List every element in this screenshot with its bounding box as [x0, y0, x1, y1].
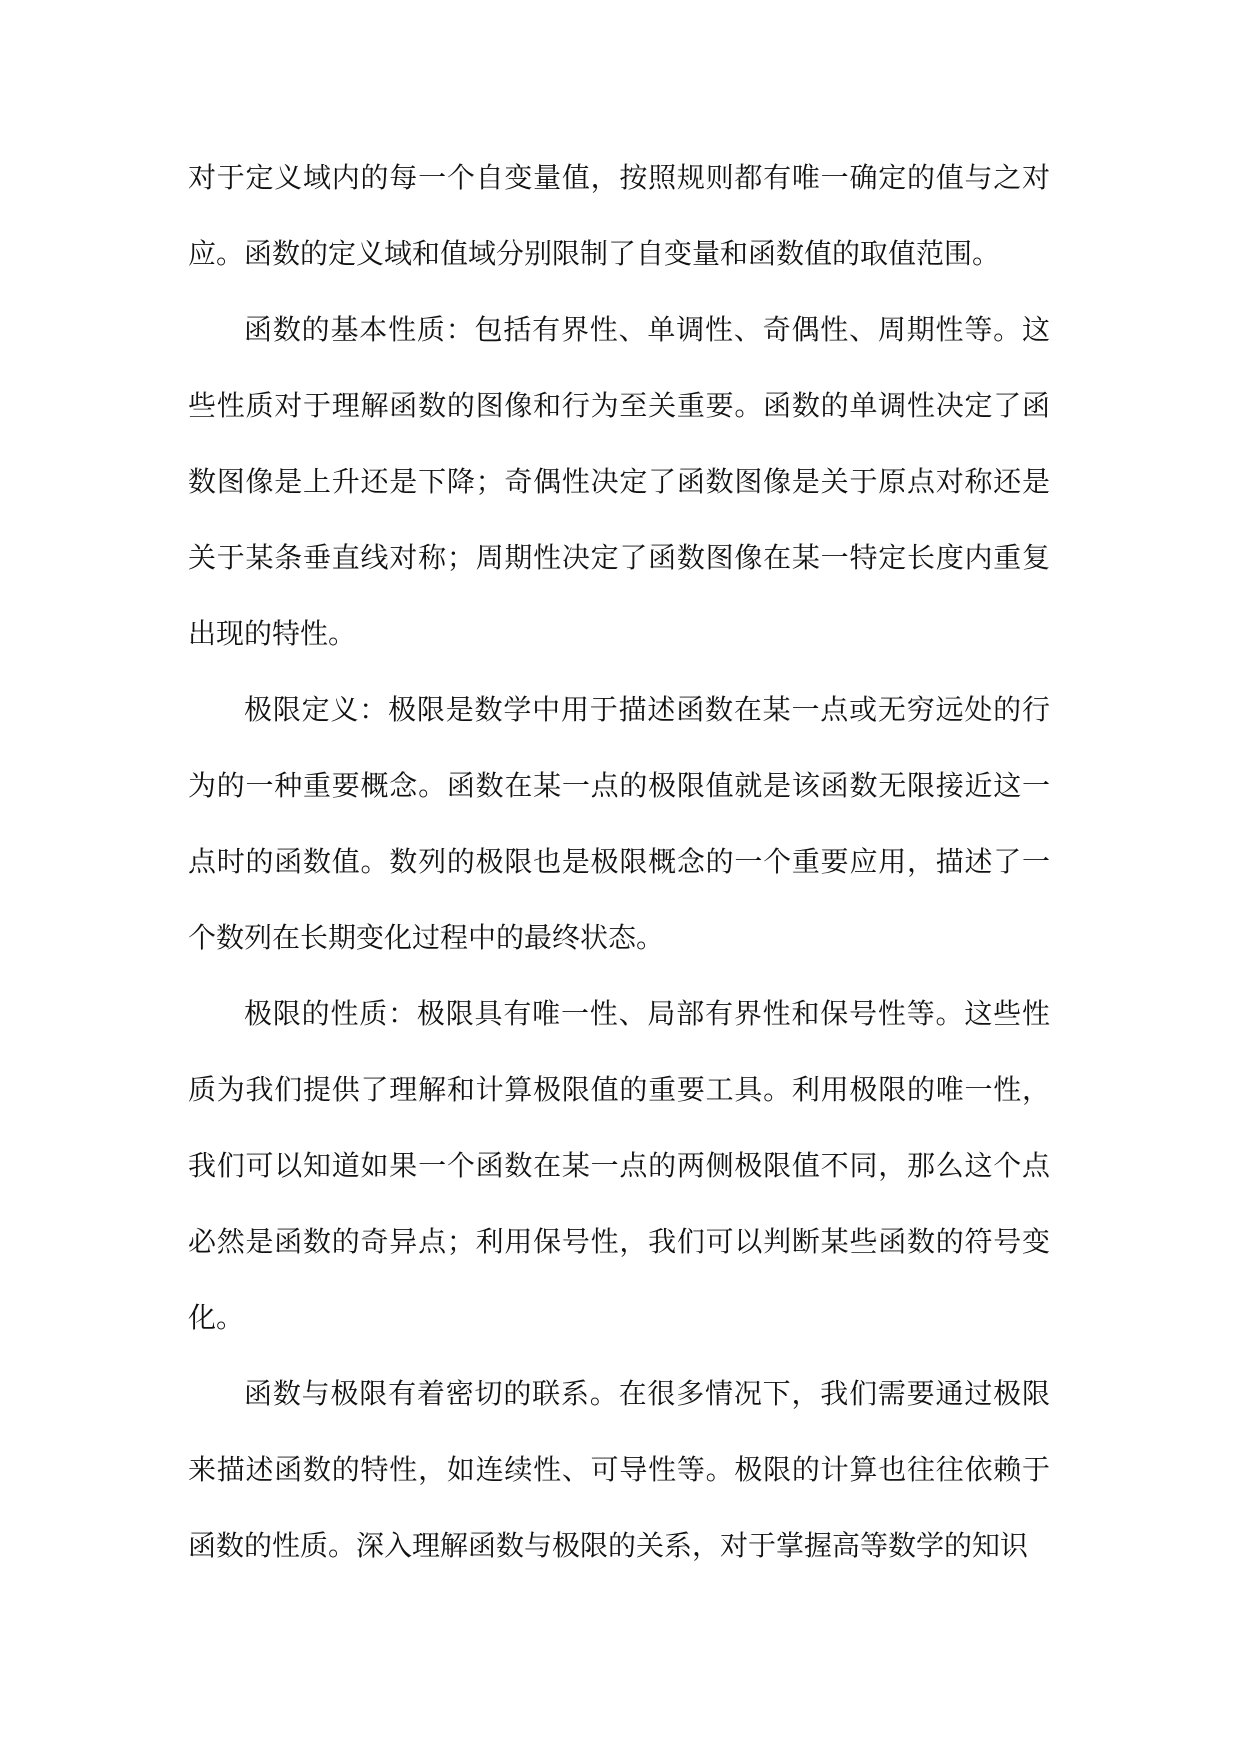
paragraph-limit-definition: 极限定义：极限是数学中用于描述函数在某一点或无穷远处的行为的一种重要概念。函数在某一点的极限值就是该函数无限接近这一点时的函数值。数列的极限也是极限概念的一个重要应用，描述了一个数列在长期变化过程中的最终状态。: [188, 693, 1050, 954]
paragraph-function-properties: 函数的基本性质：包括有界性、单调性、奇偶性、周期性等。这些性质对于理解函数的图像和行为至关重要。函数的单调性决定了函数图像是上升还是下降；奇偶性决定了函数图像是关于原点对称还是关于某条垂直线对称；周期性决定了函数图像在某一特定长度内重复出现的特性。: [188, 313, 1050, 650]
document-body: [188, 140, 1050, 1584]
paragraph-function-limit-relation: 函数与极限有着密切的联系。在很多情况下，我们需要通过极限来描述函数的特性，如连续性、可导性等。极限的计算也往往依赖于函数的性质。深入理解函数与极限的关系，对于掌握高等数学的知识: [188, 1377, 1050, 1562]
paragraph-function-definition: 对于定义域内的每一个自变量值，按照规则都有唯一确定的值与之对应。函数的定义域和值域分别限制了自变量和函数值的取值范围。: [188, 161, 1050, 270]
paragraph-limit-properties: 极限的性质：极限具有唯一性、局部有界性和保号性等。这些性质为我们提供了理解和计算极限值的重要工具。利用极限的唯一性，我们可以知道如果一个函数在某一点的两侧极限值不同，那么这个点必然是函数的奇异点；利用保号性，我们可以判断某些函数的符号变化。: [188, 997, 1050, 1334]
